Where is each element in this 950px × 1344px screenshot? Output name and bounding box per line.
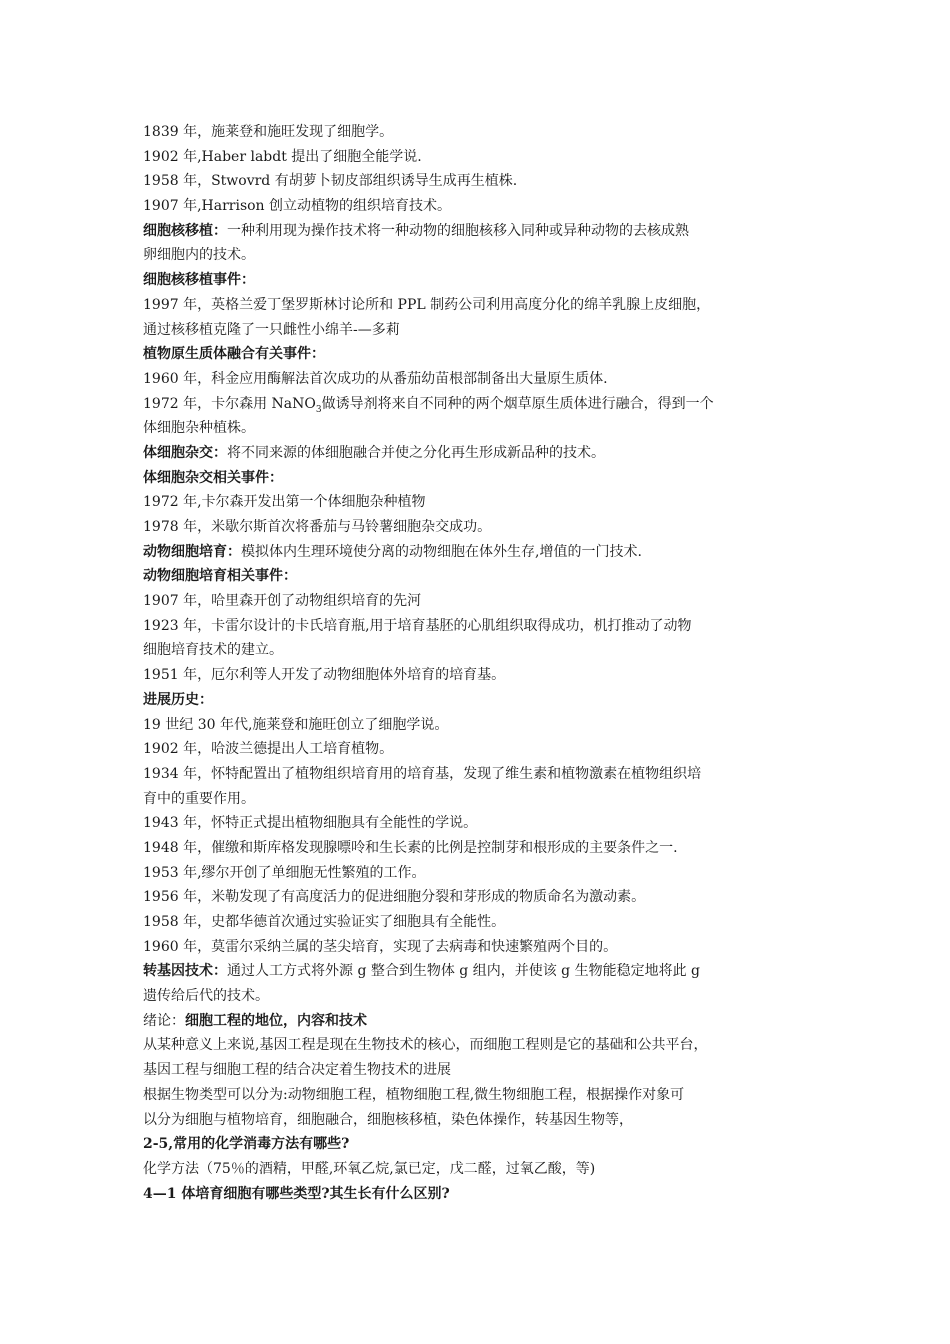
bold-text-segment: 4—1 体培育细胞有哪些类型?其生长有什么区别? bbox=[143, 1185, 450, 1202]
text-segment: 化学方法（75％的酒精，甲醛,环氧乙烷,氯已定，戊二醛，过氧乙酸，等) bbox=[143, 1160, 596, 1177]
text-line bbox=[143, 540, 823, 565]
text-line bbox=[143, 959, 823, 984]
text-line bbox=[143, 416, 823, 441]
text-segment: 1934 年，怀特配置出了植物组织培育用的培育基，发现了维生素和植物激素在植物组织培 bbox=[143, 765, 702, 782]
text-line bbox=[143, 1058, 823, 1083]
text-line bbox=[143, 688, 823, 713]
text-line bbox=[143, 935, 823, 960]
text-line bbox=[143, 219, 823, 244]
bold-text-segment: 进展历史： bbox=[143, 691, 213, 708]
text-segment: 从某种意义上来说,基因工程是现在生物技术的核心，而细胞工程则是它的基础和公共平台， bbox=[143, 1037, 708, 1054]
subscript-text: 3 bbox=[315, 404, 322, 415]
text-segment: 1943 年，怀特正式提出植物细胞具有全能性的学说。 bbox=[143, 815, 478, 832]
text-line bbox=[143, 836, 823, 861]
text-line bbox=[143, 713, 823, 738]
text-segment: 19 世纪 30 年代,施莱登和施旺创立了细胞学说。 bbox=[143, 716, 449, 733]
text-segment: 1953 年,缪尔开创了单细胞无性繁殖的工作。 bbox=[143, 864, 426, 881]
text-segment: 1839 年，施莱登和施旺发现了细胞学。 bbox=[143, 124, 394, 140]
text-line bbox=[143, 564, 823, 589]
bold-text-segment: 体细胞杂交相关事件： bbox=[143, 469, 283, 486]
text-segment: 卵细胞内的技术。 bbox=[143, 247, 255, 264]
bold-text-segment: 细胞工程的地位，内容和技术 bbox=[185, 1012, 367, 1029]
text-segment: 1997 年，英格兰爱丁堡罗斯林讨论所和 PPL 制药公司利用高度分化的绵羊乳腺上皮细胞， bbox=[143, 296, 711, 313]
bold-text-segment: 2-5,常用的化学消毒方法有哪些? bbox=[143, 1136, 350, 1153]
text-line bbox=[143, 984, 823, 1009]
text-segment: 1978 年，米歇尔斯首次将番茄与马铃薯细胞杂交成功。 bbox=[143, 519, 492, 535]
text-segment: 育中的重要作用。 bbox=[143, 790, 255, 807]
text-line bbox=[143, 1009, 823, 1034]
bold-text-segment: 细胞核移植事件： bbox=[143, 272, 255, 289]
text-line bbox=[143, 466, 823, 491]
text-segment: 1923 年，卡雷尔设计的卡氏培育瓶,用于培育基胚的心肌组织取得成功，机打推动了动物 bbox=[143, 617, 692, 634]
bold-text-segment: 植物原生质体融合有关事件： bbox=[143, 346, 325, 363]
text-segment: 模拟体内生理环境使分离的动物细胞在体外生存,增值的一门技术. bbox=[241, 543, 642, 560]
text-line bbox=[143, 1108, 823, 1133]
text-line bbox=[143, 1083, 823, 1108]
text-segment: 一种利用现为操作技术将一种动物的细胞核移入同种或异种动物的去核成熟 bbox=[227, 222, 689, 239]
text-segment: 将不同来源的体细胞融合并使之分化再生形成新品种的技术。 bbox=[227, 444, 605, 461]
text-segment: 1960 年，莫雷尔采纳兰属的茎尖培育，实现了去病毒和快速繁殖两个目的。 bbox=[143, 938, 618, 955]
text-line bbox=[143, 169, 823, 194]
text-line bbox=[143, 243, 823, 268]
text-segment: 1902 年，哈波兰德提出人工培育植物。 bbox=[143, 741, 394, 758]
text-line bbox=[143, 367, 823, 392]
text-line bbox=[143, 885, 823, 910]
text-segment: 1972 年,卡尔森开发出第一个体细胞杂种植物 bbox=[143, 494, 426, 511]
text-segment: 以分为细胞与植物培育，细胞融合，细胞核移植，染色体操作，转基因生物等， bbox=[143, 1111, 633, 1128]
bold-text-segment: 动物细胞培育： bbox=[143, 543, 241, 560]
text-line bbox=[143, 861, 823, 886]
text-line bbox=[143, 663, 823, 688]
text-segment: 1948 年，催缴和斯库格发现腺嘌呤和生长素的比例是控制芽和根形成的主要条件之一. bbox=[143, 839, 678, 856]
text-line bbox=[143, 392, 823, 417]
text-line bbox=[143, 910, 823, 935]
text-line bbox=[143, 1033, 823, 1058]
text-segment: 根据生物类型可以分为:动物细胞工程，植物细胞工程,微生物细胞工程，根据操作对象可 bbox=[143, 1086, 685, 1103]
text-line bbox=[143, 1157, 823, 1182]
text-segment: 1958 年，Stwovrd 有胡萝卜韧皮部组织诱导生成再生植株. bbox=[143, 173, 518, 190]
text-segment: 1907 年，哈里森开创了动物组织培育的先河 bbox=[143, 593, 422, 610]
text-line bbox=[143, 441, 823, 466]
text-line bbox=[143, 490, 823, 515]
text-segment: 1902 年,Haber labdt 提出了细胞全能学说. bbox=[143, 148, 422, 165]
text-line bbox=[143, 515, 823, 540]
text-line bbox=[143, 638, 823, 663]
text-segment: 1960 年，科金应用酶解法首次成功的从番茄幼苗根部制备出大量原生质体. bbox=[143, 370, 608, 387]
text-segment: 1907 年,Harrison 创立动植物的组织培育技术。 bbox=[143, 198, 452, 215]
bold-text-segment: 细胞核移植： bbox=[143, 222, 227, 239]
text-line bbox=[143, 737, 823, 762]
text-segment: 1958 年，史都华德首次通过实验证实了细胞具有全能性。 bbox=[143, 914, 506, 930]
text-line bbox=[143, 120, 823, 145]
bold-text-segment: 动物细胞培育相关事件： bbox=[143, 568, 297, 585]
text-segment: 基因工程与细胞工程的结合决定着生物技术的进展 bbox=[143, 1062, 451, 1079]
text-segment: 通过核移植克隆了一只雌性小绵羊-—多莉 bbox=[143, 321, 400, 338]
text-line bbox=[143, 268, 823, 293]
document-page bbox=[143, 120, 823, 1206]
text-segment: 做诱导剂将来自不同种的两个烟草原生质体进行融合，得到一个 bbox=[321, 395, 714, 412]
text-line bbox=[143, 145, 823, 170]
text-line bbox=[143, 787, 823, 812]
text-line bbox=[143, 1182, 823, 1207]
text-line bbox=[143, 194, 823, 219]
text-segment: 1956 年，米勒发现了有高度活力的促进细胞分裂和芽形成的物质命名为激动素。 bbox=[143, 889, 646, 906]
text-line bbox=[143, 293, 823, 318]
text-line bbox=[143, 762, 823, 787]
text-line bbox=[143, 614, 823, 639]
text-line bbox=[143, 811, 823, 836]
text-segment: 通过人工方式将外源 g 整合到生物体 g 组内，并使该 g 生物能稳定地将此 g bbox=[227, 963, 700, 980]
text-line bbox=[143, 1132, 823, 1157]
text-segment: 绪论： bbox=[143, 1012, 185, 1029]
text-segment: 1951 年，厄尔利等人开发了动物细胞体外培育的培育基。 bbox=[143, 667, 506, 684]
text-segment: 遗传给后代的技术。 bbox=[143, 988, 269, 1005]
text-segment: 1972 年，卡尔森用 NaNO bbox=[143, 395, 316, 412]
bold-text-segment: 转基因技术： bbox=[143, 963, 227, 980]
bold-text-segment: 体细胞杂交： bbox=[143, 444, 227, 461]
text-line bbox=[143, 589, 823, 614]
text-line bbox=[143, 342, 823, 367]
text-segment: 细胞培育技术的建立。 bbox=[143, 642, 283, 659]
text-segment: 体细胞杂种植株。 bbox=[143, 420, 255, 437]
text-line bbox=[143, 318, 823, 343]
